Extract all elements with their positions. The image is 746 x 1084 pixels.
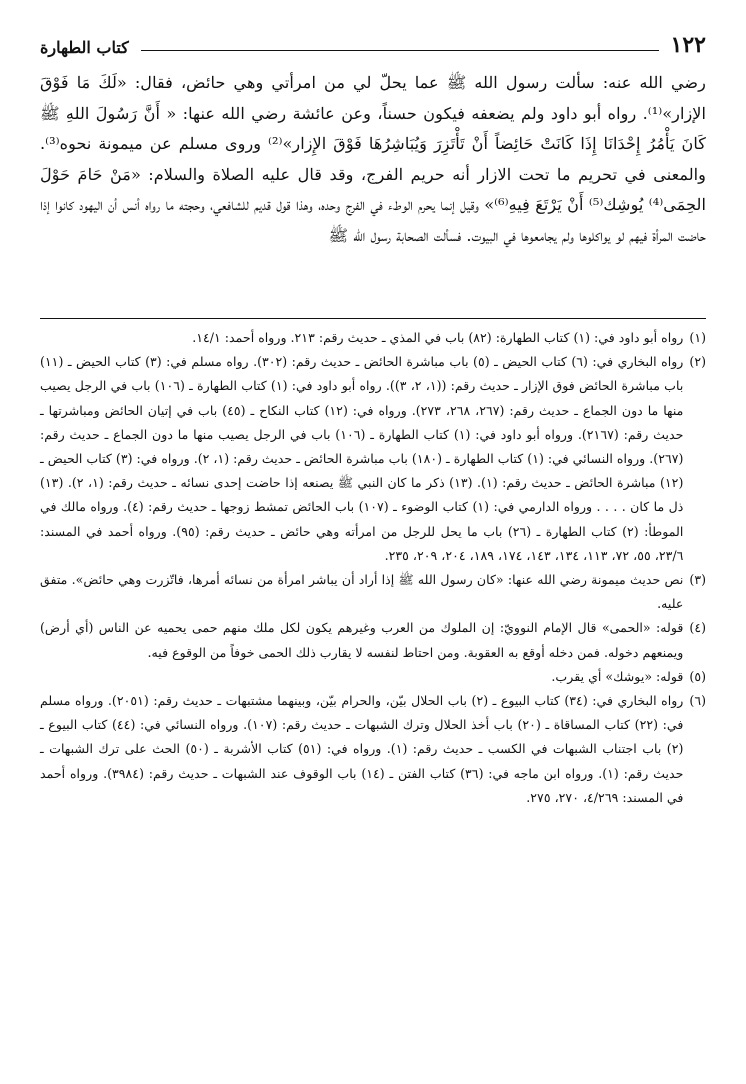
footnote	[40, 665, 706, 689]
main-paragraph: رضي الله عنه: سألت رسول الله ﷺ عما يحلّ لي من امرأتي وهي حائض، فقال: «لَكَ مَا فَوْقَ الإزار»⁽¹⁾. رواه أبو داود ولم يضعفه فيكون حسناً، وعن عائشة رضي الله عنها: « أَنَّ رَسُولَ اللهِ ﷺ كَانَ يَأْمُرُ إِحْدَانَا إِذَا كَانَتْ حَائِضاً أَنْ تَأْتَزِرَ وَيُبَاشِرُهَا فَوْقَ الإِزار»⁽²⁾ وروى مسلم عن ميمونة نحوه⁽³⁾. والمعنى في تحريم ما تحت الازار أنه حريم الفرج، وقد قال عليه الصلاة والسلام: «مَنْ حَامَ حَوْلَ الحِمَى⁽⁴⁾ يُوشِك⁽⁵⁾ أَنْ يَرْتَعَ فِيهِ⁽⁶⁾» وقيل إنما يحرم الوطء في الفرج وحده، وهذا قول قديم للشافعي، وحجته ما رواه أنس أن اليهود كانوا إذا حاضت المرأة فيهم لو يواكلوها ولم يجامعوها في البيوت. فسألت الصحابة رسول الله ﷺ	[40, 73, 706, 245]
footnote-text: قوله: «الحمى» قال الإمام النوويّ: إن الملوك من العرب وغيرهم يكون لكل ملك منهم حمى يحميه عن الناس (أي أرض) ويمنعهم دخوله. فمن دخله أوقع به العقوبة. ومن احتاط لنفسه لا يقارب ذلك الحمى خوفاً من الوقوع فيه.	[40, 620, 684, 660]
running-title: كتاب الطهارة	[40, 38, 129, 57]
footnote-number: (٥)	[689, 668, 706, 684]
footnote	[40, 616, 706, 664]
footnote-number: (١)	[689, 330, 706, 345]
footnote	[40, 689, 706, 810]
footnote-text: نص حديث ميمونة رضي الله عنها: «كان رسول الله ﷺ إذا أراد أن يباشر امرأة من نسائه أمرها، فاتّزرت وهي حائض». متفق عليه.	[40, 572, 684, 612]
footnote-text: رواه أبو داود في: (١) كتاب الطهارة: (٨٢) باب في المذي ـ حديث رقم: ٢١٣. ورواه أحمد: ١٤/١.	[192, 330, 684, 345]
footnote-text: قوله: «يوشك» أي يقرب.	[551, 668, 684, 684]
footnote-number: (٤)	[689, 620, 706, 636]
footnote-text: رواه البخاري في: (٣٤) كتاب البيوع ـ (٢) باب الحلال بيّن، والحرام بيّن، وبينهما مشتبهات ـ حديث رقم: (٢٠٥١). ورواه مسلم في: (٢٢) كتاب المساقاة ـ (٢٠) باب أخذ الحلال وترك الشبهات ـ حديث رقم: (١٠٧). ورواه النسائي في: (٤٤) كتاب البيوع ـ (٢) باب اجتناب الشبهات في الكسب ـ حديث رقم: (١). ورواه في: (٥١) كتاب الأشربة ـ (٥٠) الحث على ترك الشبهات ـ حديث رقم: (١). ورواه ابن ماجه في: (٣٦) كتاب الفتن ـ (١٤) باب الوقوف عند الشبهات ـ حديث رقم: (٣٩٨٤). ورواه أحمد في المسند: ٤/٢٦٩، ٢٧٠، ٢٧٥.	[40, 693, 684, 805]
footnote-number: (٢)	[689, 354, 706, 370]
footnote-number: (٦)	[689, 693, 706, 709]
footnote-text: رواه البخاري في: (٦) كتاب الحيض ـ (٥) باب مباشرة الحائض ـ حديث رقم: (٣٠٢). رواه مسلم في: (٣) كتاب الحيض ـ (١١) باب مباشرة الحائض فوق الإزار ـ حديث رقم: ((١، ٢، ٣)). رواه أبو داود في: (١) كتاب الطهارة ـ (١٠٦) باب في الرجل يصيب منها ما دون الجماع ـ حديث رقم: (٢٦٧، ٢٦٨، ٢٧٣). ورواه في: (١٢) كتاب النكاح ـ (٤٥) باب في إتيان الحائض ومباشرتها ـ حديث رقم: (٢١٦٧). ورواه أبو داود في: (١) كتاب الطهارة ـ (١٠٦) باب في الرجل يصيب منها ما دون الجماع ـ حديث رقم: (٢٦٧). ورواه النسائي في: (١) كتاب الطهارة ـ (١٨٠) باب مباشرة الحائض ـ حديث رقم: (١، ٢). ورواه في: (٣) كتاب الحيض ـ (١٢) مباشرة الحائض ـ حديث رقم: (١). (١٣) ذكر ما كان النبي ﷺ يصنعه إذا حاضت إحدى نسائه ـ حديث رقم: (١، ٢). (١٣) ذل ما كان . . . . ورواه الدارمي في: (١) كتاب الوضوء ـ (١٠٧) باب الحائض تمشط زوجها ـ حديث رقم: (٤). ورواه مالك في الموطأ: (٢) كتاب الطهارة ـ (٢٦) باب ما يحل للرجل من امرأته وهي حائض ـ حديث رقم: (٩٥). ورواه أحمد في المسند: ٢٣/٦، ٥٥، ٧٢، ١١٣، ١٣٤، ١٤٣، ١٧٤، ١٨٩، ٢٠٤، ٢٠٩، ٢٣٥.	[40, 354, 684, 563]
main-text	[40, 68, 706, 251]
footnote-separator	[40, 318, 706, 319]
footnote	[40, 326, 706, 350]
footnote	[40, 350, 706, 568]
header-rule	[141, 50, 659, 51]
page-number: ١٢٢	[670, 32, 706, 58]
footnotes	[40, 326, 706, 810]
page-header	[40, 22, 706, 56]
footnote	[40, 568, 706, 616]
footnote-number: (٣)	[689, 572, 706, 588]
